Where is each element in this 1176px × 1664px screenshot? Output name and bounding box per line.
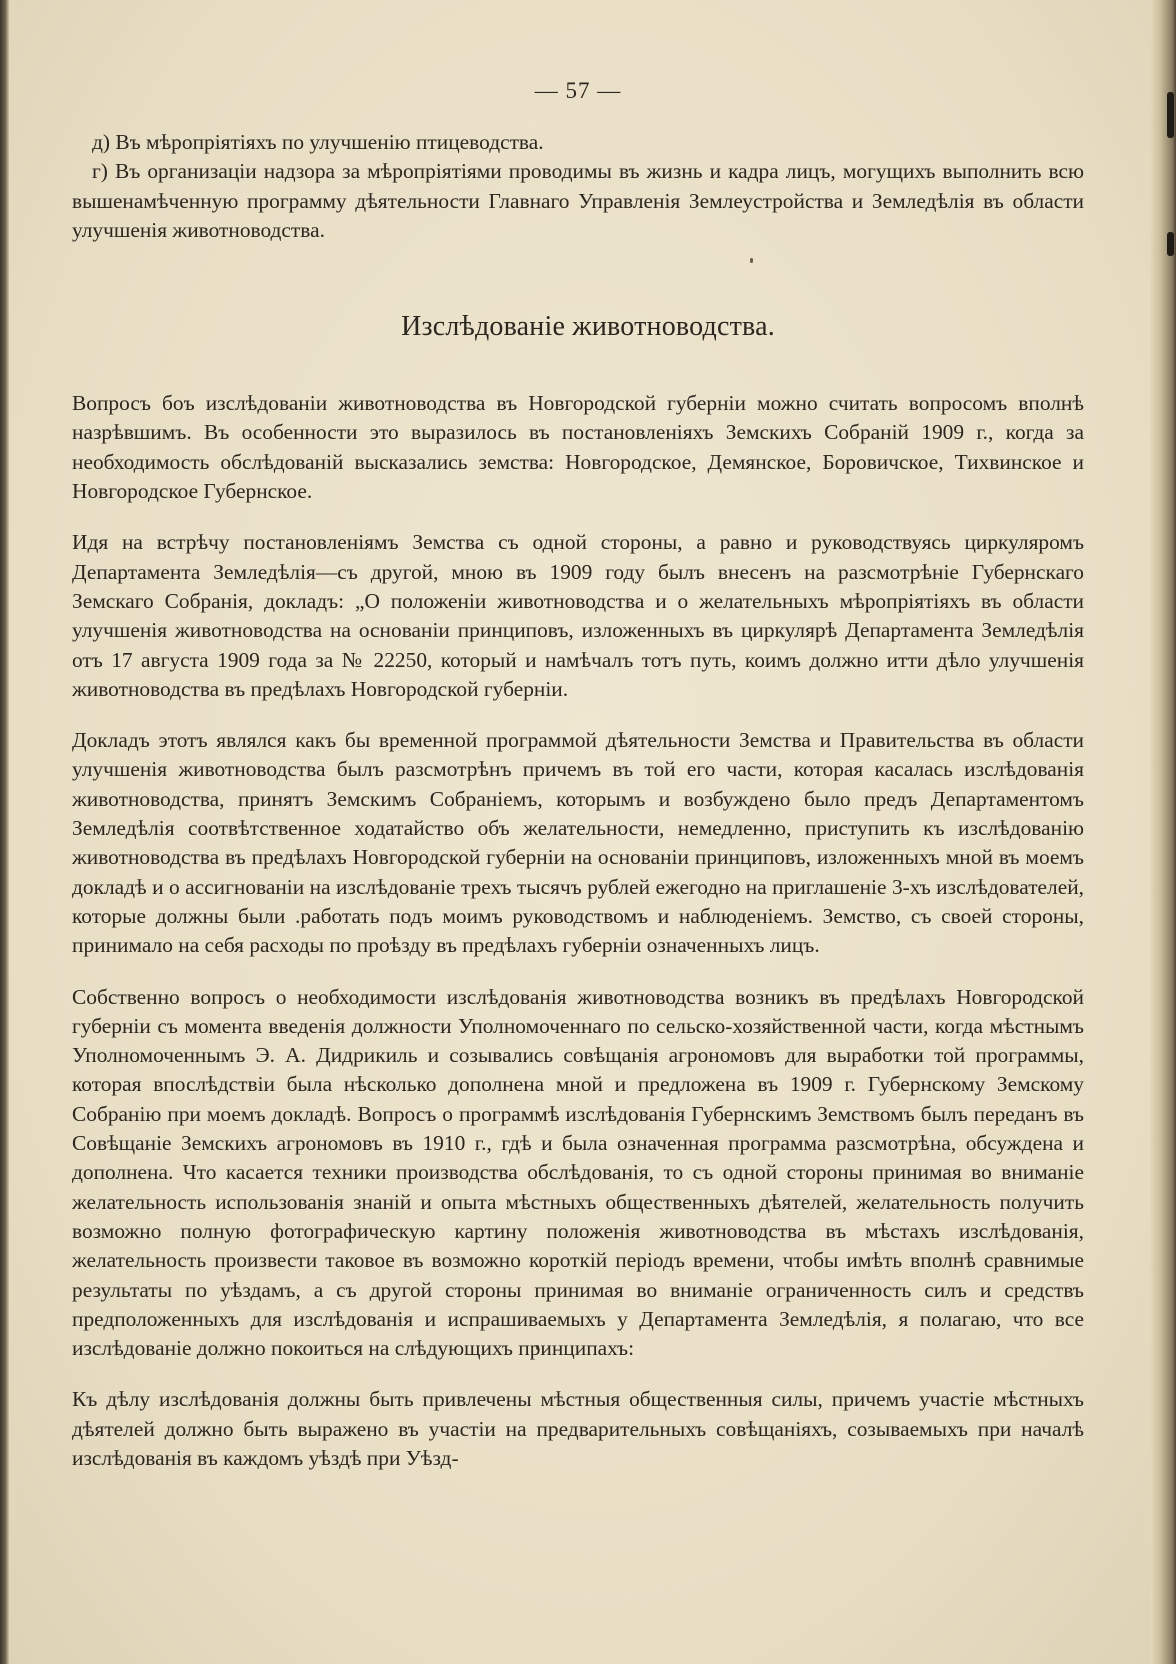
edge-mark [1167,232,1174,256]
edge-mark [1167,92,1174,138]
page-number: — 57 — [534,78,622,103]
page-edge-right [1150,0,1176,1664]
section-title: Изслѣдованіе животноводства. [401,311,775,343]
list-item-d: д) Въ мѣропріятіяхъ по улучшенію птицеводства. [92,130,544,154]
page-body [72,78,1084,1473]
binding-shadow-left [0,0,9,1664]
paragraph: Вопросъ боъ изслѣдованіи животноводства въ Новгородской губерніи можно считать вопросомъ вполнѣ назрѣвшимъ. Въ особенности это выразилось въ постановленіяхъ Земскихъ Собраній 1909 г., когда за необходимость обслѣдованій высказались земства: Новгородское, Демянское, Боровичское, Тихвинское и Новгородское Губернское. [72,391,1084,504]
paragraph: Къ дѣлу изслѣдованія должны быть привлечены мѣстныя общественныя силы, причемъ участіе мѣстныхъ дѣятелей должно быть выражено въ участіи на предварительныхъ совѣщаніяхъ, созываемыхъ при началѣ изслѣдованія въ каждомъ уѣздѣ при Уѣзд- [72,1387,1084,1470]
paragraph: Собственно вопросъ о необходимости изслѣдованія животноводства возникъ въ предѣлахъ Новгородской губерніи съ момента введенія должности Уполномоченнаго по сельско-хозяйственной части, когда мѣстнымъ Уполномоченнымъ Э. А. Дидрикиль и созывались совѣщанія агрономовъ для выработки той программы, которая впослѣдствіи была нѣсколько дополнена мной и предложена въ 1909 г. Губернскому Земскому Собранію при моемъ докладѣ. Вопросъ о программѣ изслѣдованія Губернскимъ Земствомъ былъ переданъ въ Совѣщаніе Земскихъ агрономовъ въ 1910 г., гдѣ и была означенная программа разсмотрѣна, обсуждена и дополнена. Что касается техники производства обслѣдованія, то съ одной стороны принимая во вниманіе желательность использованія знаній и опыта мѣстныхъ общественныхъ дѣятелей, желательность получить возможно полную фотографическую картину положенія животноводства въ мѣстахъ изслѣдованія, желательность произвести таковое въ возможно короткій періодъ времени, чтобы имѣть вполнѣ сравнимые результаты по уѣздамъ, а съ другой стороны принимая во вниманіе ограниченность силъ и средствъ предположенныхъ для изслѣдованія и испрашиваемыхъ у Департамента Земледѣлія, я полагаю, что все изслѣдованіе должно покоиться на слѣдующихъ принципахъ: [72,984,1084,1361]
paragraph: Докладъ этотъ являлся какъ бы временной программой дѣятельности Земства и Правительства въ области улучшенія животноводства былъ разсмотрѣнъ причемъ въ той его части, которая касалась изслѣдованія животноводства, принятъ Земскимъ Собраніемъ, которымъ и возбуждено было предъ Департаментомъ Земледѣлія соотвѣтственное ходатайство объ желательности, немедленно, приступить къ изслѣдованію животноводства въ предѣлахъ Новгородской губерніи на основаніи принциповъ, изложенныхъ мной въ моемъ докладѣ и о ассигнованіи на изслѣдованіе трехъ тысячъ рублей ежегодно на приглашеніе 3-хъ изслѣдователей, которые должны были .работать подъ моимъ руководствомъ и наблюденіемъ. Земство, съ своей стороны, принимало на себя расходы по проѣзду въ предѣлахъ губерніи означенныхъ лицъ. [72,728,1084,958]
list-item-g: г) Въ организаціи надзора за мѣропріятіями проводимы въ жизнь и кадра лицъ, могущихъ выполнить всю вышенамѣченную программу дѣятельности Главнаго Управленія Землеустройства и Земледѣлія въ области улучшенія животноводства. [72,159,1084,242]
paragraph: Идя на встрѣчу постановленіямъ Земства съ одной стороны, а равно и руководствуясь циркуляромъ Департамента Земледѣлія—съ другой, мною въ 1909 году былъ внесенъ на разсмотрѣніе Губернскаго Земскаго Собранія, докладъ: „О положеніи животноводства и о желательныхъ мѣропріятіяхъ въ области улучшенія животноводства на основаніи принциповъ, изложенныхъ въ циркулярѣ Департамента Земледѣлія отъ 17 августа 1909 года за № 22250, который и намѣчалъ тотъ путь, коимъ должно итти дѣло улучшенія животноводства въ предѣлахъ Новгородской губерніи. [72,530,1084,701]
